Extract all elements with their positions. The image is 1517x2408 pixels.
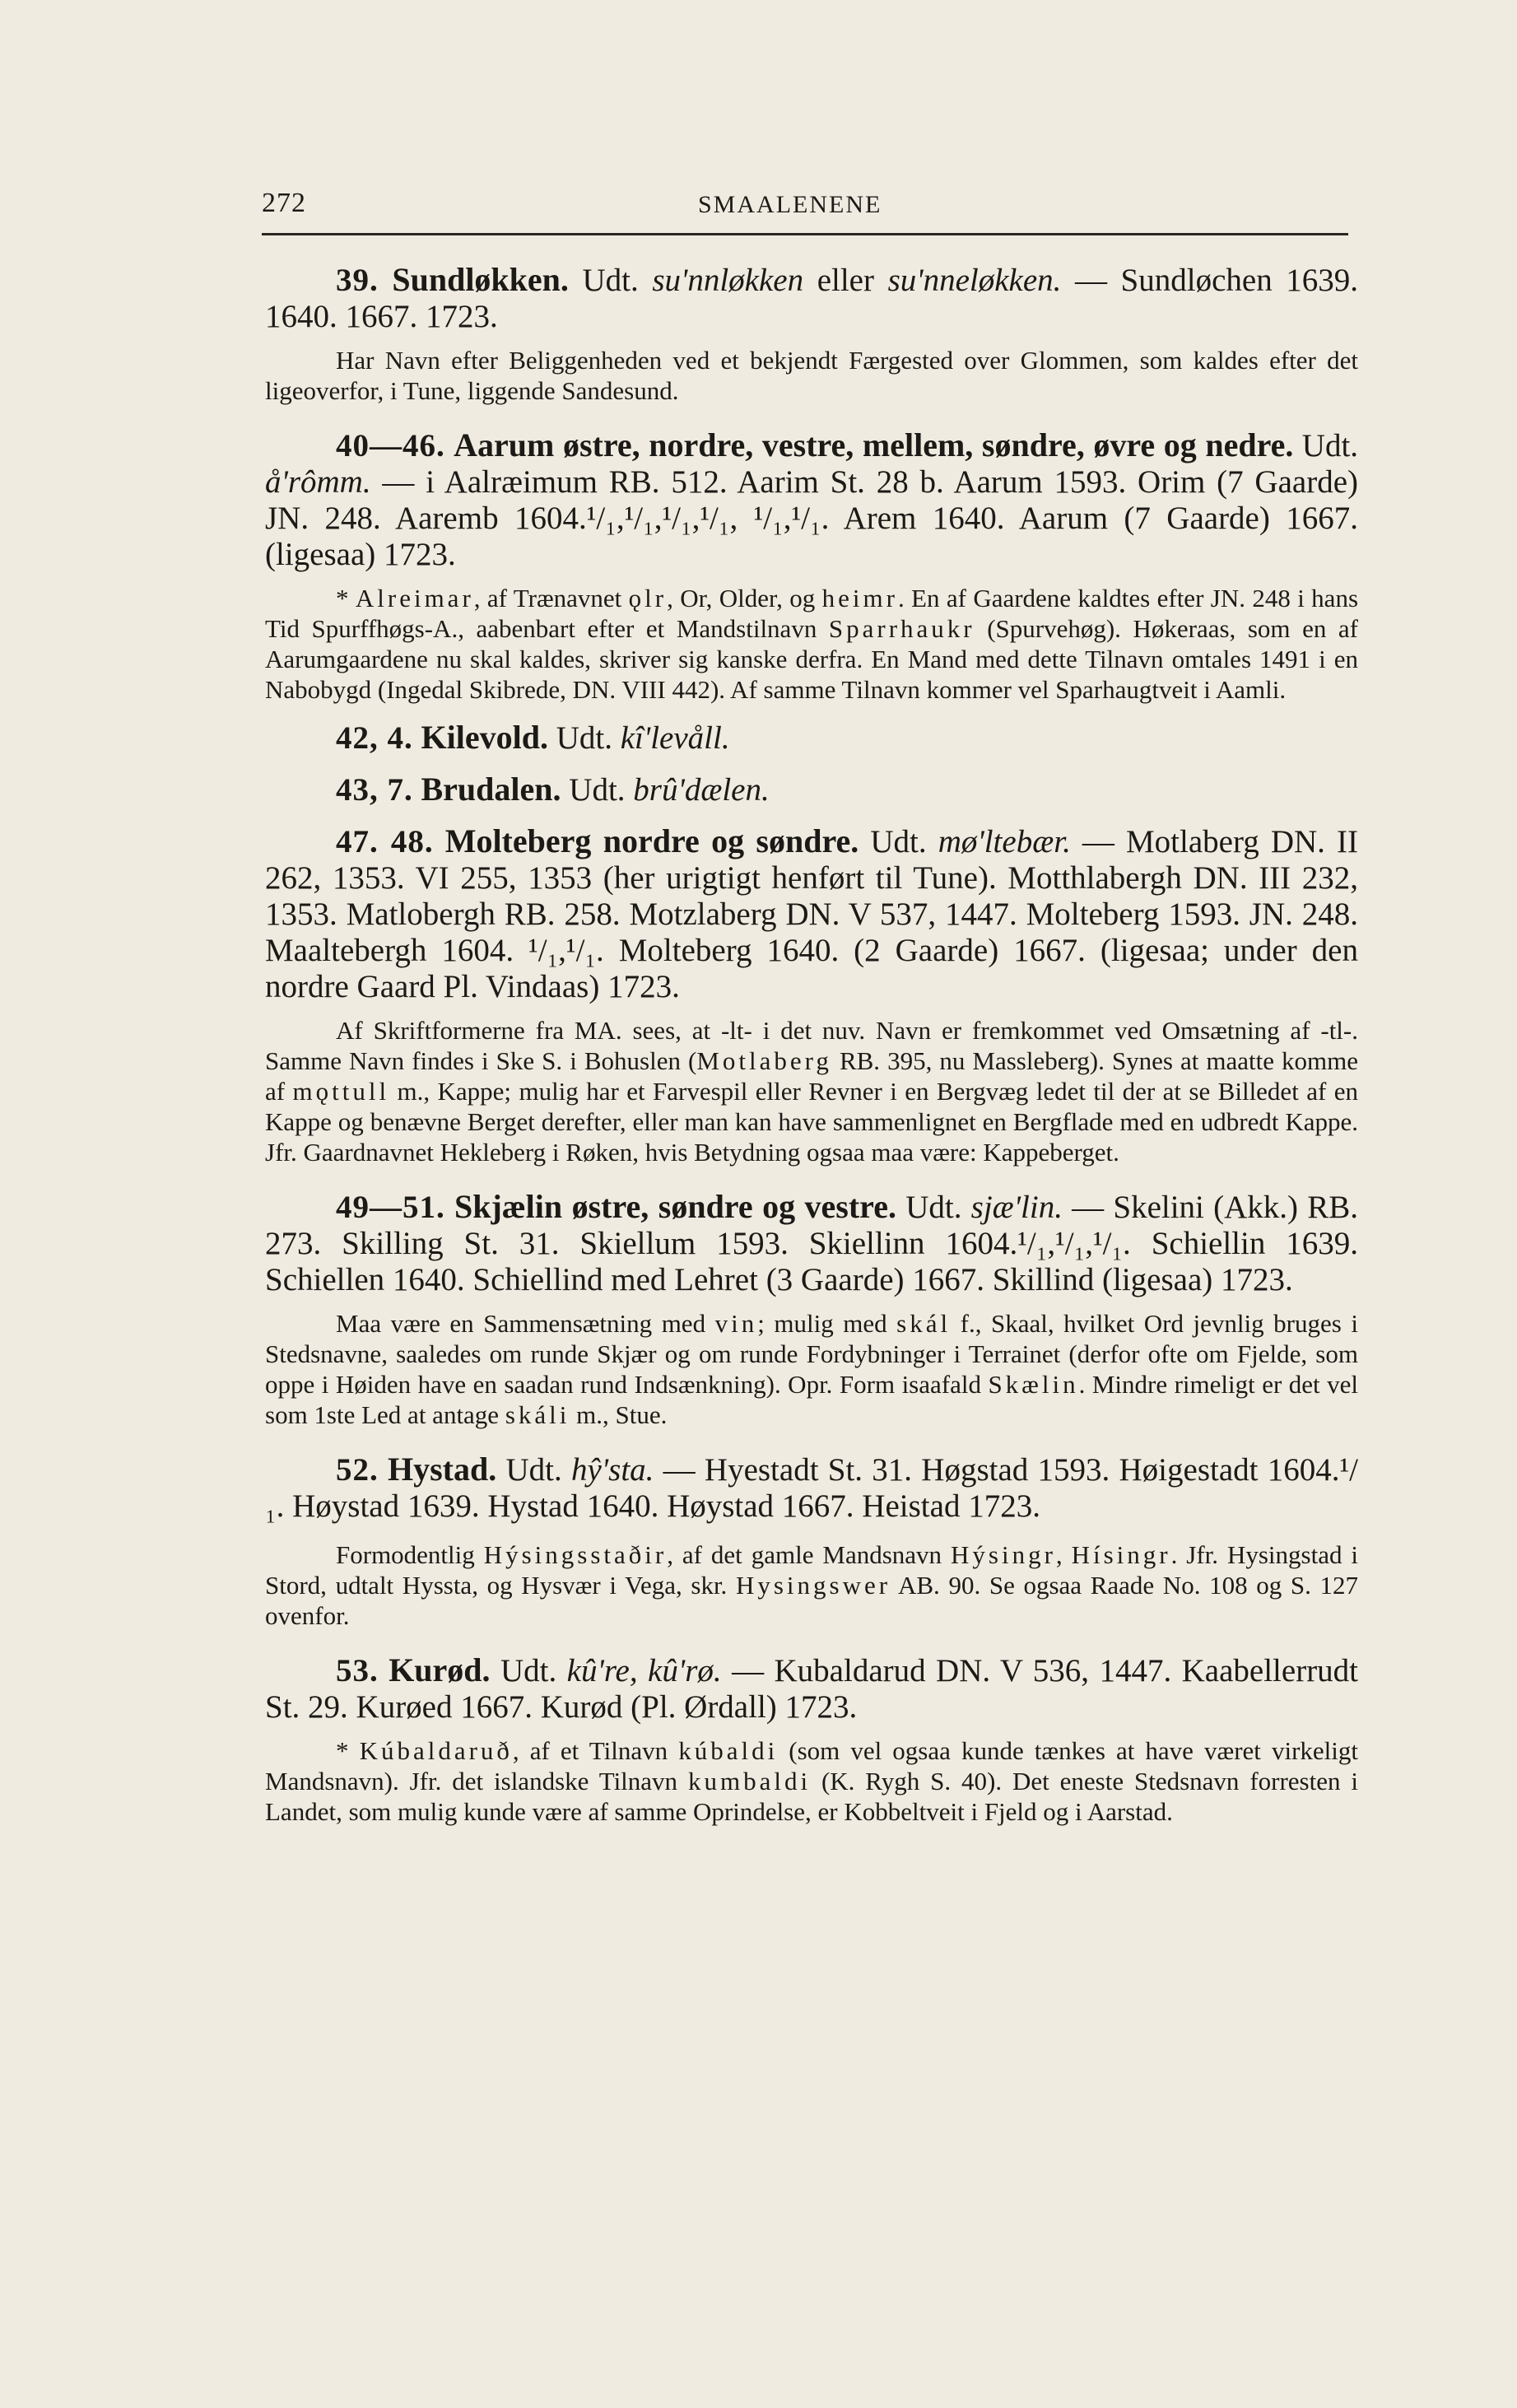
entry-name: Kilevold.	[421, 719, 548, 756]
text-run: Udt.	[500, 1653, 567, 1688]
text-run: ,	[1055, 1540, 1072, 1569]
text-run: (som vel ogsaa kunde tænkes at have været virkeligt Mandsnavn). Jfr. det islandske Tilnavn	[265, 1736, 1358, 1796]
text-run: Udt.	[870, 824, 938, 859]
spaced-term: Hysingswer	[735, 1571, 891, 1600]
page-header	[262, 188, 1348, 229]
text-run: Formodentlig	[336, 1540, 484, 1569]
text-run: eller	[803, 263, 888, 298]
entry-52	[265, 1451, 1358, 1631]
entry-name: Brudalen.	[421, 771, 561, 808]
text-run: Udt.	[582, 263, 653, 298]
text-run: — Hyestadt St. 31. Høgstad 1593. Høigestadt 1604.¹/₁. Høystad 1639. Hystad 1640. Høystad 1667. Heistad 1723.	[265, 1452, 1359, 1524]
entry-note	[265, 1735, 1358, 1827]
entry-name: Aarum østre, nordre, vestre, mellem, søndre, øvre og nedre.	[454, 426, 1294, 463]
spaced-term: skál	[896, 1309, 952, 1338]
pronunciation-run: sjæ'lin.	[970, 1190, 1063, 1225]
entry-number: 49—51.	[336, 1190, 445, 1225]
text-run: Udt.	[1301, 428, 1359, 463]
entry-pronunciation: brû'dælen.	[633, 772, 770, 808]
text-run: (Spurvehøg). Høkeraas, som en af Aarumgaardene nu skal kaldes, skriver sig kanske derfra. En Mand med dette Tilnavn omtales 1491 i en Nabobygd (Ingedal Skibrede, DN. VIII 442). Af samme Tilnavn kommer vel Sparhaugtveit i Aamli.	[265, 614, 1358, 704]
text-run: , af et Tilnavn	[512, 1736, 679, 1765]
entry-main	[265, 262, 1358, 335]
entry-note: Har Navn efter Beliggenheden ved et bekjendt Færgested over Glommen, som kaldes efter det ligeoverfor, i Tune, liggende Sandesund.	[265, 346, 1358, 405]
entry-name: Hystad.	[388, 1451, 497, 1488]
spaced-term: kúbaldi	[678, 1736, 779, 1765]
entry-42-4	[265, 720, 1358, 757]
entry-main	[265, 1652, 1358, 1726]
spaced-term: Hýsingsstaðir	[483, 1540, 668, 1569]
text-run: Udt.	[505, 1452, 571, 1488]
entry-note	[265, 1539, 1358, 1631]
text-run: Udt.	[905, 1190, 971, 1225]
text-run: Af Skriftformerne fra MA. sees, at -lt- i det nuv. Navn er fremkommet ved Omsætning af -tl-. Samme Navn findes i Ske S. i Bohuslen (	[265, 1016, 1358, 1075]
text-run: AB. 90. Se ogsaa Raade No. 108 og S. 127 ovenfor.	[265, 1571, 1358, 1630]
text-run: f., Skaal, hvilket Ord jevnlig bruges i Stedsnavne, saaledes om runde Skjær og om runde Fordybninger i Terrainet (derfor ofte om Fjelde, som oppe i Høiden have en saadan rund Indsænkning). Opr. Form isaafald	[265, 1309, 1358, 1399]
entry-number: 53.	[336, 1653, 379, 1688]
entry-number: 43, 7.	[336, 772, 413, 808]
entry-main	[265, 427, 1358, 573]
spaced-term: Hísingr	[1071, 1540, 1171, 1569]
text-run: — i Aalræimum RB. 512. Aarim St. 28 b. Aarum 1593. Orim (7 Gaarde) JN. 248. Aaremb 1604.¹/₁,¹/₁,¹/₁,¹/₁, ¹/₁,¹/₁. Arem 1640. Aarum (7 Gaarde) 1667. (ligesaa) 1723.	[265, 464, 1358, 572]
page-number: 272	[262, 188, 306, 218]
spaced-term: ǫlr	[628, 584, 668, 612]
entry-main	[265, 1451, 1358, 1525]
text-run: , af Trænavnet	[473, 584, 629, 612]
pronunciation-run: kû're, kû'rø.	[566, 1653, 722, 1688]
entry-note	[265, 583, 1358, 705]
entry-pronunciation: kî'levåll.	[620, 720, 730, 756]
spaced-term: kumbaldi	[687, 1767, 812, 1796]
entry-number: 42, 4.	[336, 720, 413, 756]
entry-39	[265, 262, 1358, 406]
spaced-term: Sparrhaukr	[828, 614, 975, 643]
entry-main	[265, 823, 1358, 1005]
text-run: . Mindre rimeligt er det vel som 1ste Led at antage	[265, 1370, 1358, 1429]
text-run: — Skelini (Akk.) RB. 273. Skilling St. 31. Skiellum 1593. Skiellinn 1604.¹/₁,¹/₁,¹/₁. Schiellin 1639. Schiellen 1640. Schiellind med Lehret (3 Gaarde) 1667. Skillind (ligesaa) 1723.	[265, 1190, 1358, 1297]
spaced-term: heimr	[821, 584, 898, 612]
pronunciation-run: mø'ltebær.	[938, 824, 1071, 859]
entry-note	[265, 1308, 1358, 1430]
entry-udt: Udt.	[569, 772, 626, 808]
entry-49-51	[265, 1189, 1358, 1430]
spaced-term: Motlaberg	[696, 1046, 832, 1075]
text-run: *	[336, 1736, 360, 1765]
spaced-term: skáli	[505, 1400, 570, 1429]
header-rule	[262, 233, 1348, 235]
pronunciation-run: su'nnløkken	[652, 263, 804, 298]
text-run: RB. 395, nu Massleberg). Synes at maatte komme af	[265, 1046, 1358, 1106]
entry-main	[265, 1189, 1358, 1298]
spaced-term: Hýsingr	[951, 1540, 1056, 1569]
spaced-term: Skælin	[988, 1370, 1079, 1399]
text-run: ; mulig med	[757, 1309, 897, 1338]
entry-udt: Udt.	[556, 720, 612, 756]
entry-name: Skjælin østre, søndre og vestre.	[454, 1188, 896, 1225]
text-run: , Or, Older, og	[667, 584, 822, 612]
entry-name: Kurød.	[389, 1651, 491, 1688]
running-head: SMAALENENE	[698, 191, 882, 218]
entry-name: Molteberg nordre og søndre.	[444, 822, 859, 859]
pronunciation-run: hŷ'sta.	[571, 1452, 654, 1488]
entry-main	[265, 720, 1358, 757]
spaced-term: mǫttull	[292, 1077, 390, 1106]
entry-number: 52.	[336, 1452, 379, 1488]
text-run: Maa være en Sammensætning med	[336, 1309, 715, 1338]
entry-name: Sundløkken.	[392, 261, 569, 298]
entry-main	[265, 771, 1358, 808]
text-run: , af det gamle Mandsnavn	[667, 1540, 951, 1569]
entry-note	[265, 1015, 1358, 1167]
entry-number: 47. 48.	[336, 824, 434, 859]
spaced-term: Kúbaldaruð	[359, 1736, 513, 1765]
entry-53	[265, 1652, 1358, 1827]
entry-47-48	[265, 823, 1358, 1167]
entry-number: 40—46.	[336, 428, 445, 463]
text-run: m., Kappe; mulig har et Farvespil eller Revner i en Bergvæg ledet til der at se Billedet af en Kappe og benævne Berget derefter, eller man kan have sammenlignet en Bergflade med en udbredt Kappe. Jfr. Gaardnavnet Hekleberg i Røken, hvis Betydning ogsaa maa være: Kappeberget.	[265, 1077, 1358, 1167]
text-run: — Motlaberg DN. II 262, 1353. VI 255, 1353 (her urigtigt henført til Tune). Motthlabergh DN. III 232, 1353. Matlobergh RB. 258. Motzlaberg DN. V 537, 1447. Molteberg 1593. JN. 248. Maaltebergh 1604. ¹/₁,¹/₁. Molteberg 1640. (2 Gaarde) 1667. (ligesaa; under den nordre Gaard Pl. Vindaas) 1723.	[265, 824, 1358, 1004]
text-run: *	[336, 584, 356, 612]
entry-43-7	[265, 771, 1358, 808]
entry-40-46	[265, 427, 1358, 705]
text-run: — Kubaldarud DN. V 536, 1447. Kaabellerrudt St. 29. Kurøed 1667. Kurød (Pl. Ørdall) 1723.	[265, 1653, 1359, 1725]
text-run: . En af Gaardene kaldtes efter JN. 248 i hans Tid Spurffhøgs-A., aabenbart efter et Mandstilnavn	[265, 584, 1359, 643]
page-body	[265, 262, 1358, 1827]
text-run: — Sundløchen 1639. 1640. 1667. 1723.	[265, 263, 1359, 334]
text-run: (K. Rygh S. 40). Det eneste Stedsnavn forresten i Landet, som mulig kunde være af samme Oprindelse, er Kobbeltveit i Fjeld og i Aarstad.	[265, 1767, 1358, 1826]
entry-number: 39.	[336, 263, 379, 298]
text-run: . Jfr. Hysingstad i Stord, udtalt Hyssta, og Hysvær i Vega, skr.	[265, 1540, 1358, 1600]
text-run: m., Stue.	[570, 1400, 668, 1429]
pronunciation-run: su'nneløkken.	[887, 263, 1062, 298]
spaced-term: vin	[714, 1309, 758, 1338]
spaced-term: Alreimar	[355, 584, 474, 612]
pronunciation-run: å'rômm.	[265, 464, 371, 500]
